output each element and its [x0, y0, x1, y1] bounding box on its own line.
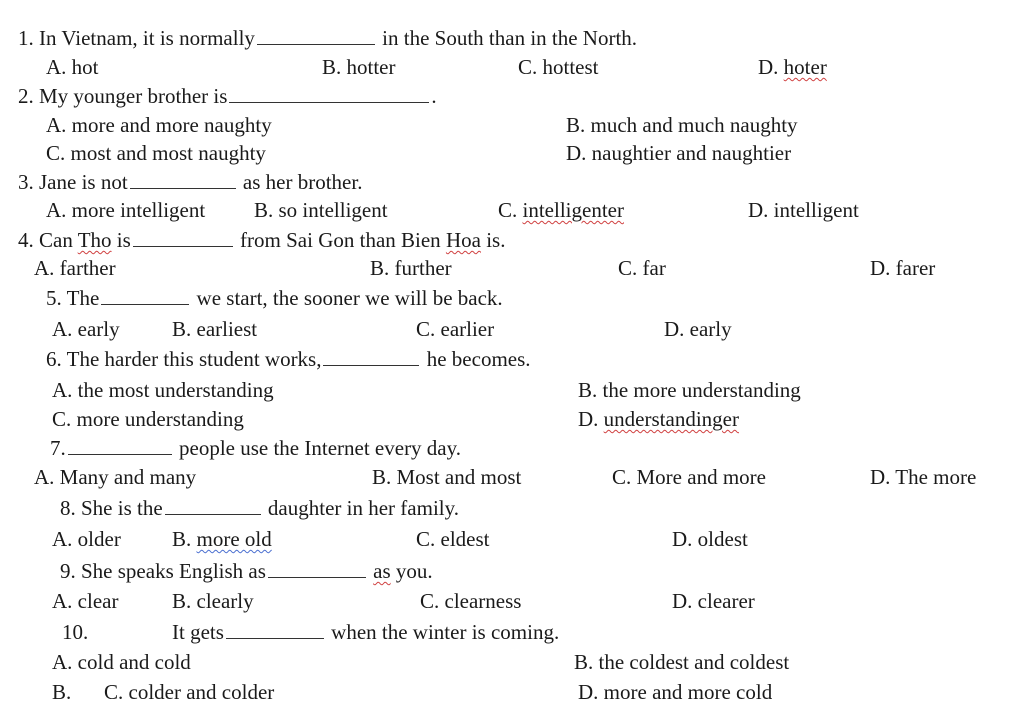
option-3c-label: C. — [498, 198, 523, 222]
option-9b[interactable]: B. clearly — [172, 589, 254, 613]
answer-blank[interactable] — [268, 561, 366, 578]
option-2a[interactable]: A. more and more naughty — [46, 113, 272, 137]
question-3-text: 3. Jane is not — [18, 170, 128, 194]
option-7b[interactable]: B. Most and most — [372, 465, 522, 489]
option-1d-label: D. — [758, 55, 784, 79]
option-7c[interactable]: C. More and more — [612, 465, 766, 489]
answer-blank[interactable] — [130, 172, 236, 189]
option-1a[interactable]: A. hot — [46, 55, 99, 79]
question-3 — [18, 170, 362, 194]
answer-blank[interactable] — [133, 230, 233, 247]
option-8c[interactable]: C. eldest — [416, 527, 490, 551]
option-6a[interactable]: A. the most understanding — [52, 378, 274, 402]
option-3d[interactable]: D. intelligent — [748, 198, 859, 222]
answer-blank[interactable] — [226, 622, 324, 639]
option-7a[interactable]: A. Many and many — [34, 465, 197, 489]
option-8b-label: B. — [172, 527, 197, 551]
option-9d[interactable]: D. clearer — [672, 589, 755, 613]
option-1d[interactable] — [758, 55, 827, 79]
question-8-text: 8. She is the — [60, 496, 163, 520]
question-5 — [46, 286, 503, 310]
question-4-text-end: is. — [480, 228, 506, 252]
question-8 — [60, 496, 459, 520]
option-5a[interactable]: A. early — [52, 317, 120, 341]
question-9 — [60, 559, 433, 583]
option-5d[interactable]: D. early — [664, 317, 732, 341]
answer-blank[interactable] — [323, 349, 419, 366]
option-3c[interactable] — [498, 198, 624, 222]
option-3a[interactable]: A. more intelligent — [46, 198, 206, 222]
question-4-text-b: is — [111, 228, 131, 252]
option-5c[interactable]: C. earlier — [416, 317, 495, 341]
question-7-text: 7. — [50, 436, 66, 460]
question-10-body — [172, 620, 559, 644]
option-10c[interactable]: C. colder and colder — [104, 680, 275, 704]
question-8-text-end: daughter in her family. — [267, 496, 459, 520]
question-10-number: 10. — [62, 620, 89, 644]
question-1-text-end: in the South than in the North. — [382, 26, 638, 50]
option-10a[interactable]: A. cold and cold — [52, 650, 191, 674]
question-4-text-c: from Sai Gon than Bien — [240, 228, 446, 252]
question-6-text-end: he becomes. — [426, 347, 531, 371]
option-6d-label: D. — [578, 407, 604, 431]
question-6 — [46, 347, 531, 371]
answer-blank[interactable] — [257, 28, 375, 45]
option-10b[interactable]: B. the coldest and coldest — [574, 650, 790, 674]
question-4-text: 4. Can — [18, 228, 78, 252]
option-3b[interactable]: B. so intelligent — [254, 198, 388, 222]
option-5b[interactable]: B. earliest — [172, 317, 258, 341]
place-name-hoa: Hoa — [445, 228, 481, 252]
question-9-text: 9. She speaks English as — [60, 559, 266, 583]
option-7d[interactable]: D. The more — [870, 465, 977, 489]
question-9-text-end: you. — [390, 559, 433, 583]
option-1c[interactable]: C. hottest — [518, 55, 599, 79]
option-2b[interactable]: B. much and much naughty — [566, 113, 798, 137]
option-4a[interactable]: A. farther — [34, 256, 116, 280]
question-5-text: 5. The — [46, 286, 100, 310]
answer-blank[interactable] — [165, 498, 261, 515]
question-3-text-end: as her brother. — [242, 170, 363, 194]
place-name-tho: Tho — [77, 228, 112, 252]
answer-blank[interactable] — [101, 288, 189, 305]
question-10-text-end: when the winter is coming. — [331, 620, 560, 644]
question-9-as: as — [373, 559, 391, 583]
answer-blank[interactable] — [229, 86, 429, 103]
option-1b[interactable]: B. hotter — [322, 55, 396, 79]
option-8a[interactable]: A. older — [52, 527, 121, 551]
option-8d[interactable]: D. oldest — [672, 527, 748, 551]
option-1d-word: hoter — [783, 55, 827, 79]
option-9c[interactable]: C. clearness — [420, 589, 522, 613]
option-4d[interactable]: D. farer — [870, 256, 936, 280]
question-6-text: 6. The harder this student works, — [46, 347, 322, 371]
option-8b[interactable] — [172, 527, 272, 551]
question-10-text: It gets — [172, 620, 224, 644]
option-10d[interactable]: D. more and more cold — [578, 680, 773, 704]
option-6d[interactable] — [578, 407, 739, 431]
option-8b-word: more old — [196, 527, 272, 551]
option-4c[interactable]: C. far — [618, 256, 666, 280]
question-4 — [18, 228, 505, 252]
question-1 — [18, 26, 637, 50]
question-7-text-end: people use the Internet every day. — [179, 436, 462, 460]
answer-blank[interactable] — [68, 438, 172, 455]
question-2-text: 2. My younger brother is — [18, 84, 228, 108]
question-2 — [18, 84, 437, 108]
option-3c-word: intelligenter — [522, 198, 624, 222]
question-5-text-end: we start, the sooner we will be back. — [196, 286, 503, 310]
option-2c[interactable]: C. most and most naughty — [46, 141, 266, 165]
question-7 — [50, 436, 461, 460]
option-6c[interactable]: C. more understanding — [52, 407, 244, 431]
option-4b[interactable]: B. further — [370, 256, 452, 280]
question-1-text: 1. In Vietnam, it is normally — [18, 26, 255, 50]
option-6b[interactable]: B. the more understanding — [578, 378, 801, 402]
question-10 — [62, 620, 88, 644]
option-10-extra-label: B. — [52, 680, 72, 704]
question-2-text-end: . — [431, 84, 437, 108]
option-9a[interactable]: A. clear — [52, 589, 119, 613]
option-6d-word: understandinger — [603, 407, 739, 431]
option-2d[interactable]: D. naughtier and naughtier — [566, 141, 792, 165]
